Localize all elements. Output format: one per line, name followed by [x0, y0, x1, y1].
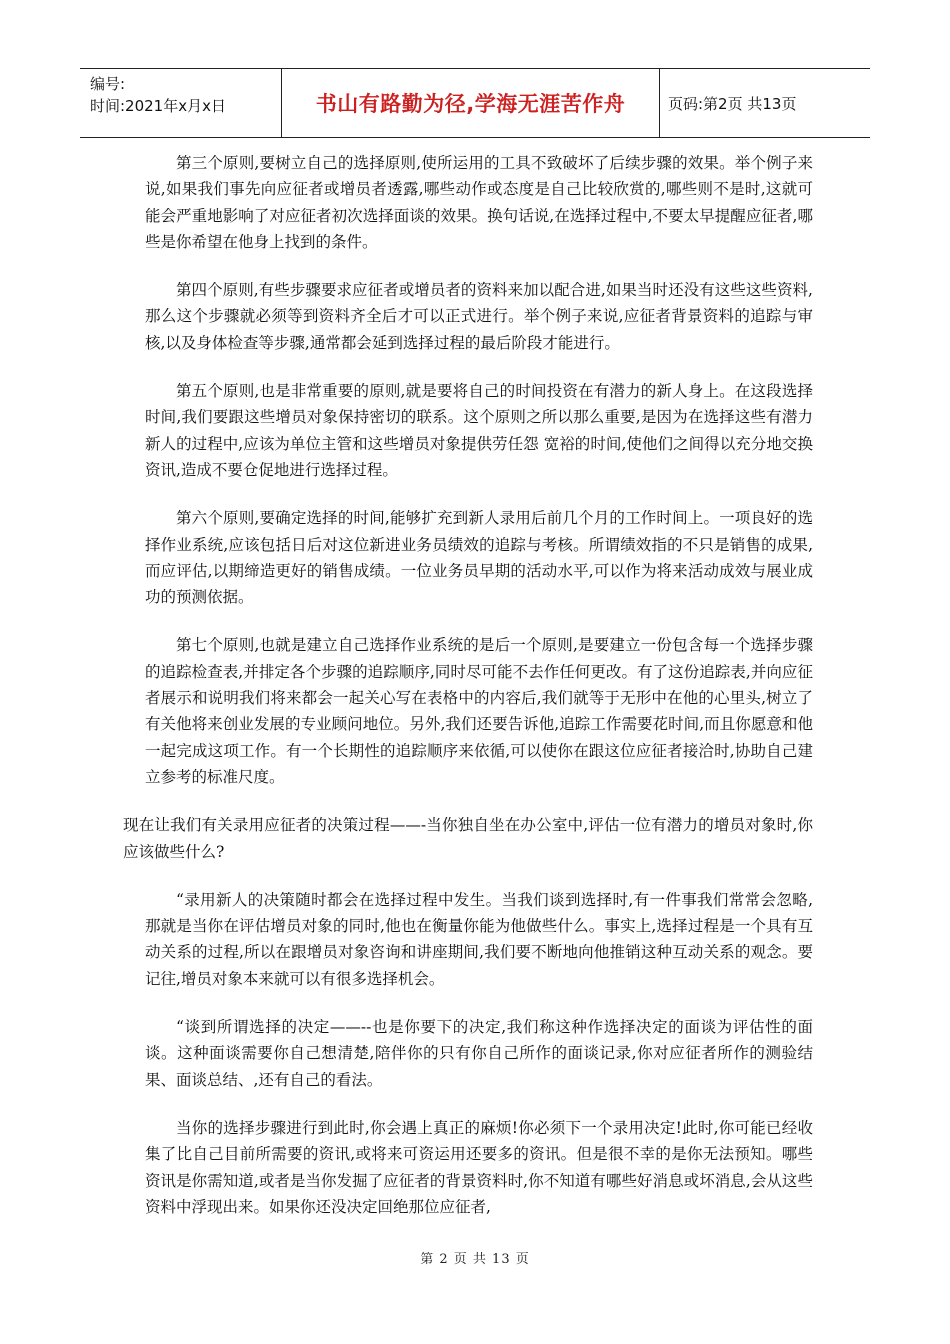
header-motto: 书山有路勤为径,学海无涯苦作舟 — [282, 69, 660, 137]
header-meta — [80, 69, 282, 137]
header-page-info: 页码:第2页 共13页 — [668, 94, 797, 113]
paragraph-principle-7: 第七个原则,也就是建立自己选择作业系统的是后一个原则,是要建立一份包含每一个选择步骤的追踪检查表,并排定各个步骤的追踪顺序,同时尽可能不去作任何更改。有了这份追踪表,并向应征者展示和说明我们将来都会一起关心写在表格中的内容后,我们就等于无形中在他的心里头,树立了有关他将来创业发展的专业顾问地位。另外,我们还要告诉他,追踪工作需要花时间,而且你愿意和他一起完成这项工作。有一个长期性的追踪顺序来依循,可以使你在跟这位应征者接洽时,协助自己建立参考的标准尺度。 — [145, 636, 813, 786]
page-header — [80, 68, 870, 138]
header-time-label: 时间:2021年x月x日 — [90, 97, 226, 115]
paragraph-hiring-decision: “录用新人的决策随时都会在选择过程中发生。当我们谈到选择时,有一件事我们常常会忽略,那就是当你在评估增员对象的同时,他也在衡量你能为他做些什么。事实上,选择过程是一个具有互动关系的过程,所以在跟增员对象咨询和讲座期间,我们要不断地向他推销这种互动关系的观念。要记往,增员对象本来就可以有很多选择机会。 — [145, 890, 813, 988]
paragraph-principle-4: 第四个原则,有些步骤要求应征者或增员者的资料来加以配合进,如果当时还没有这些这些资料,那么这个步骤就必须等到资料齐全后才可以正式进行。举个例子来说,应征者背景资料的追踪与审核,以及身体检查等步骤,通常都会延到选择过程的最后阶段才能进行。 — [145, 281, 813, 352]
page-footer: 第 2 页 共 13 页 — [420, 1252, 530, 1267]
document-body — [123, 150, 813, 1242]
paragraph-principle-6: 第六个原则,要确定选择的时间,能够扩充到新人录用后前几个月的工作时间上。一项良好的选择作业系统,应该包括日后对这位新进业务员绩效的追踪与考核。所谓绩效指的不只是销售的成果,而应评估,以期缔造更好的销售成绩。一位业务员早期的活动水平,可以作为将来活动成效与展业成功的预测依据。 — [145, 509, 813, 607]
paragraph-principle-3: 第三个原则,要树立自己的选择原则,使所运用的工具不致破坏了后续步骤的效果。举个例子来说,如果我们事先向应征者或增员者透露,哪些动作或态度是自己比较欣赏的,哪些则不是时,这就可能会严重地影响了对应征者初次选择面谈的效果。换句话说,在选择过程中,不要太早提醒应征者,哪些是你希望在他身上找到的条件。 — [145, 154, 813, 251]
header-number-label: 编号: — [90, 75, 126, 93]
paragraph-real-trouble: 当你的选择步骤进行到此时,你会遇上真正的麻烦!你必须下一个录用决定!此时,你可能已经收集了比自己目前所需要的资讯,或将来可资运用还要多的资讯。但是很不幸的是你无法预知。哪些资讯是你需知道,或者是当你发掘了应征者的背景资料时,你不知道有哪些好消息或坏消息,会从这些资料中浮现出来。如果你还没决定回绝那位应征者, — [145, 1118, 813, 1216]
paragraph-decision-intro: 现在让我们有关录用应征者的决策过程——-当你独自坐在办公室中,评估一位有潜力的增员对象时,你应该做些什么? — [123, 816, 813, 861]
paragraph-principle-5: 第五个原则,也是非常重要的原则,就是要将自己的时间投资在有潜力的新人身上。在这段选择时间,我们要跟这些增员对象保持密切的联系。这个原则之所以那么重要,是因为在选择这些有潜力新人的过程中,应该为单位主管和这些增员对象提供劳任怨 宽裕的时间,使他们之间得以充分地交换资讯,造成不要仓促地进行选择过程。 — [145, 382, 813, 479]
paragraph-evaluation-interview: “谈到所谓选择的决定——--也是你要下的决定,我们称这种作选择决定的面谈为评估性的面谈。这种面谈需要你自己想清楚,陪伴你的只有你自己所作的面谈记录,你对应征者所作的测验结果、面谈总结、,还有自己的看法。 — [145, 1018, 813, 1089]
